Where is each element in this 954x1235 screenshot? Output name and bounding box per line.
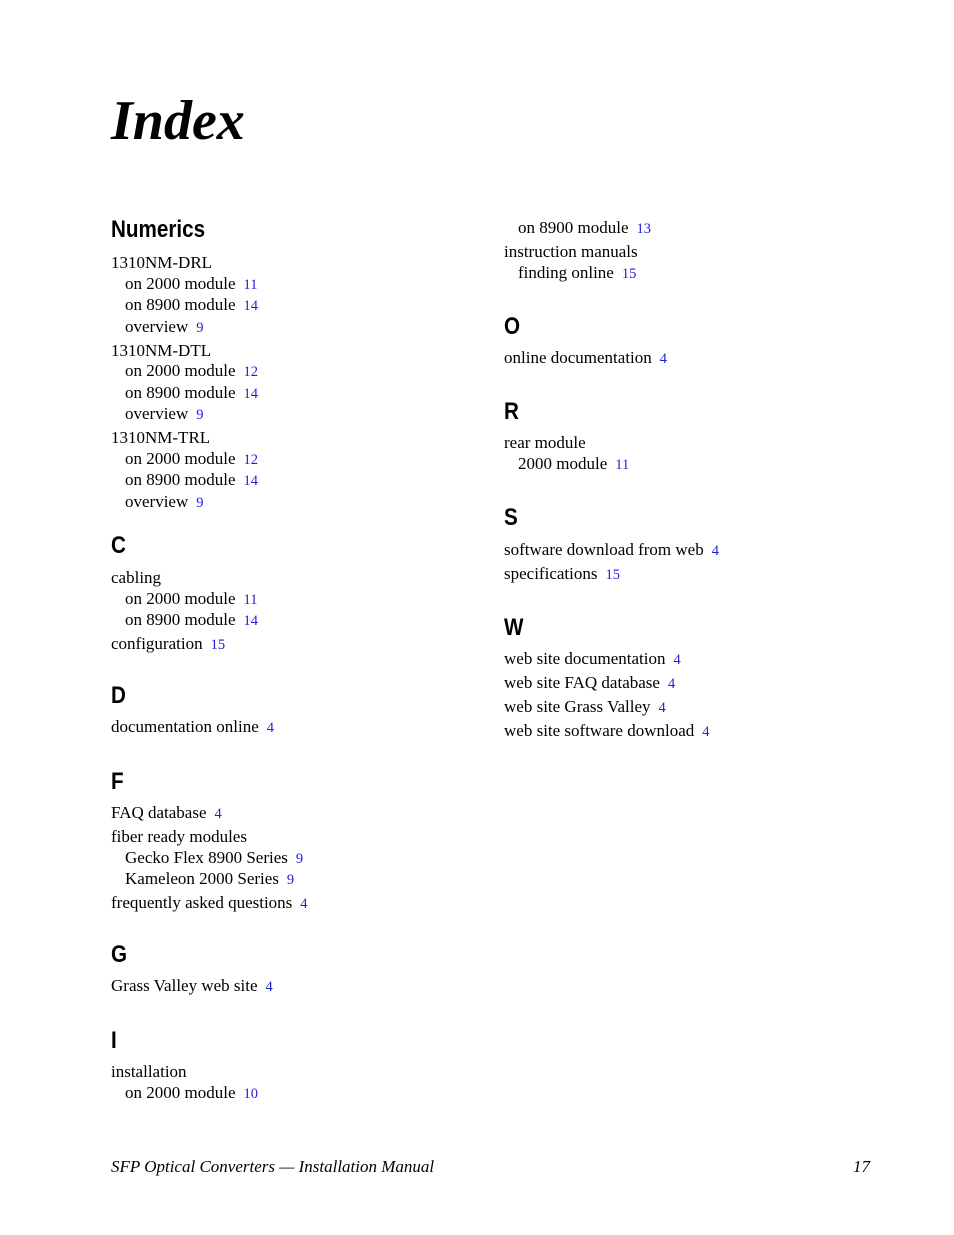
section-heading-g: G [111,941,128,968]
entry-text: configuration [111,634,203,653]
footer-doc-title: SFP Optical Converters — Installation Manual [111,1157,435,1176]
page-link[interactable]: 4 [711,543,719,559]
index-entry [111,893,491,915]
page-link[interactable]: 4 [673,652,681,668]
index-entry [504,673,884,695]
index-entry [504,433,884,454]
page-link[interactable]: 4 [702,724,710,740]
entry-text: specifications [504,564,598,583]
section-heading-f: F [111,768,124,795]
page-link[interactable]: 15 [210,637,226,653]
index-subentry [111,589,491,611]
entry-text: on 2000 module [125,1082,236,1102]
entry-text: Kameleon 2000 Series [125,869,279,888]
index-entry [111,341,491,362]
index-entry [504,649,884,671]
page-link[interactable]: 9 [295,850,304,867]
index-subentry [111,1083,491,1105]
index-entry [504,540,884,562]
entry-text: web site documentation [504,649,666,668]
index-subentry [111,361,491,383]
index-entry [111,634,491,656]
page-link[interactable]: 9 [286,872,295,888]
page-link[interactable]: 14 [243,385,258,402]
index-subentry [111,869,491,891]
entry-text: on 2000 module [125,588,236,608]
index-subentry [111,610,491,632]
entry-text: cabling [111,568,162,587]
entry-text: overview [125,316,189,336]
entry-text: on 2000 module [125,448,236,468]
index-entry [111,428,491,449]
section-heading-d: D [111,682,126,709]
index-entry [504,564,884,586]
entry-text: 2000 module [518,453,608,473]
entry-text: documentation online [111,717,259,736]
entry-text: web site software download [504,721,695,740]
entry-text: Gecko Flex 8900 Series [125,847,288,867]
entry-text: rear module [504,433,586,452]
index-entry [111,827,491,848]
index-section [111,568,491,656]
index-subentry [111,383,491,405]
index-subentry [111,274,491,296]
page-link[interactable]: 4 [658,700,666,716]
page-title: Index [111,90,245,152]
section-heading-w: W [504,614,524,641]
index-entry [504,697,884,719]
entry-text: on 8900 module [125,470,236,489]
entry-text: on 8900 module [125,295,236,314]
page-link[interactable]: 15 [621,265,637,282]
page-link[interactable]: 13 [636,221,651,237]
index-entry [111,568,491,589]
index-subentry [111,449,491,471]
page-link[interactable]: 12 [243,364,258,380]
entry-text: web site FAQ database [504,673,660,692]
index-section [504,348,884,370]
entry-text: FAQ database [111,803,207,822]
section-heading-s: S [504,504,518,531]
index-entry [111,717,491,739]
index-subentry [504,218,884,240]
page-link[interactable]: 4 [667,676,676,692]
entry-text: fiber ready modules [111,827,247,846]
index-subentry [111,317,491,339]
entry-text: frequently asked questions [111,893,293,912]
index-subentry [504,454,884,476]
entry-text: on 8900 module [125,382,236,402]
entry-text: on 8900 module [125,610,236,629]
index-section [111,717,491,739]
entry-text: Grass Valley web site [111,976,258,995]
index-entry [111,976,491,998]
index-section [504,433,884,475]
section-heading-i: I [111,1027,117,1054]
page-link[interactable]: 4 [266,720,275,736]
page-link[interactable]: 14 [243,298,258,314]
entry-text: on 2000 module [125,273,236,293]
page-link[interactable]: 9 [196,319,204,336]
page-link[interactable]: 10 [243,1085,258,1102]
page-link[interactable]: 12 [243,451,258,468]
entry-text: installation [111,1062,187,1081]
entry-text: 1310NM-DRL [111,253,213,272]
page-link[interactable]: 11 [243,276,258,293]
page-link[interactable]: 9 [196,407,204,423]
page-link[interactable]: 4 [214,806,222,822]
entry-text: instruction manuals [504,242,638,261]
entry-text: software download from web [504,540,704,559]
index-subentry [111,404,491,426]
index-subentry [504,263,884,285]
page-link[interactable]: 14 [243,613,258,629]
entry-text: finding online [518,262,614,282]
entry-text: 1310NM-TRL [111,428,211,447]
index-section [111,1062,491,1104]
index-entry [504,242,884,263]
index-subentry [111,848,491,870]
entry-text: overview [125,404,189,423]
entry-text: web site Grass Valley [504,697,651,716]
entry-text: on 2000 module [125,361,236,380]
section-heading-r: R [504,398,519,425]
index-subentry [111,492,491,514]
index-section [111,803,491,915]
index-section [504,540,884,586]
page-link[interactable]: 14 [243,473,258,489]
entry-text: overview [125,491,189,511]
page-link[interactable]: 9 [196,494,204,511]
index-section [111,253,491,513]
index-entry [111,1062,491,1083]
entry-text: on 8900 module [518,218,629,237]
section-heading-o: O [504,313,521,340]
page-link[interactable]: 4 [659,351,668,367]
page-link[interactable]: 15 [605,567,620,583]
index-section [111,976,491,998]
page-link[interactable]: 4 [265,979,273,995]
footer-page-number: 17 [853,1157,870,1176]
section-heading-numerics: Numerics [111,216,206,243]
entry-text: 1310NM-DTL [111,340,212,360]
index-section [504,649,884,743]
page-link[interactable]: 11 [615,456,630,473]
section-heading-c: C [111,532,126,559]
index-entry [504,721,884,743]
index-entry [504,348,884,370]
page-link[interactable]: 11 [243,591,258,608]
index-entry [111,253,491,274]
index-entry [111,803,491,825]
index-subentry [111,295,491,317]
index-subentry [111,470,491,492]
index-section [504,218,884,284]
entry-text: online documentation [504,348,652,367]
page-link[interactable]: 4 [300,896,308,912]
